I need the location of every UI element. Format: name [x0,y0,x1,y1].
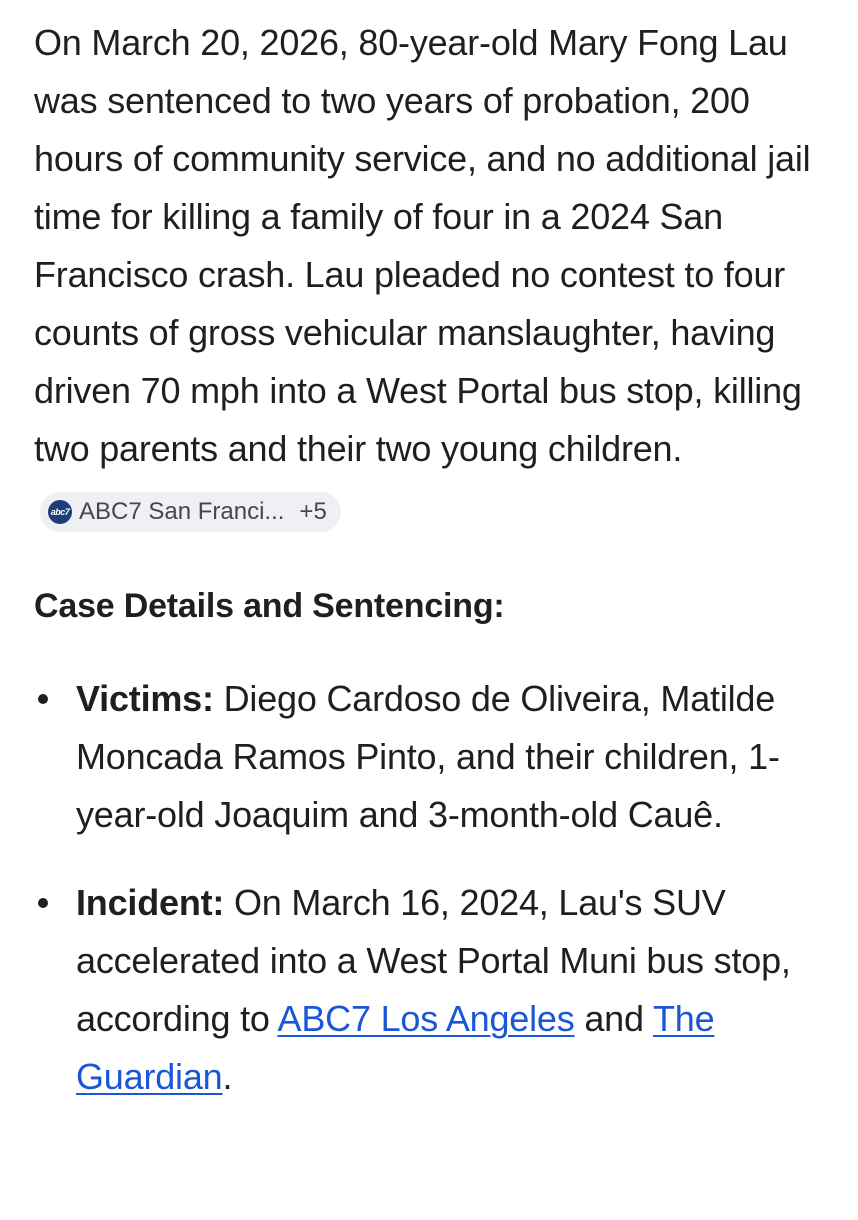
source-chip-more-count: +5 [299,498,327,525]
incident-label: Incident: [76,882,225,923]
source-chip-label: ABC7 San Franci... [79,498,285,525]
details-list [34,670,818,1106]
intro-paragraph [34,14,818,536]
source-chip[interactable] [40,492,341,532]
link-the-guardian[interactable]: The Guardian [76,998,715,1097]
link-abc7-los-angeles[interactable]: ABC7 Los Angeles [277,998,575,1039]
section-heading: Case Details and Sentencing: [34,587,505,625]
bullet-dot-icon [38,898,48,908]
incident-text-before: On March 16, 2024, Lau's SUV accelerated into a West Portal Muni bus stop, according to [76,882,791,1039]
bullet-dot-icon [38,694,48,704]
list-item-incident [34,874,818,1106]
incident-text-between: and [574,998,653,1039]
intro-text: On March 20, 2026, 80-year-old Mary Fong Lau was sentenced to two years of probation, 200 hours of community service, and no additional jail time for killing a family of four in a 2024 San Francisco crash. Lau pleaded no contest to four counts of gross vehicular manslaughter, having driven 70 mph into a West Portal bus stop, killing two parents and their two young children. [34,22,811,469]
victims-text: Diego Cardoso de Oliveira, Matilde Moncada Ramos Pinto, and their children, 1-year-old Joaquim and 3-month-old Cauê. [76,678,780,835]
abc7-logo-icon: abc7 [48,500,72,524]
victims-label: Victims: [76,678,214,719]
incident-text-after: . [222,1056,233,1097]
list-item-victims [34,670,818,844]
